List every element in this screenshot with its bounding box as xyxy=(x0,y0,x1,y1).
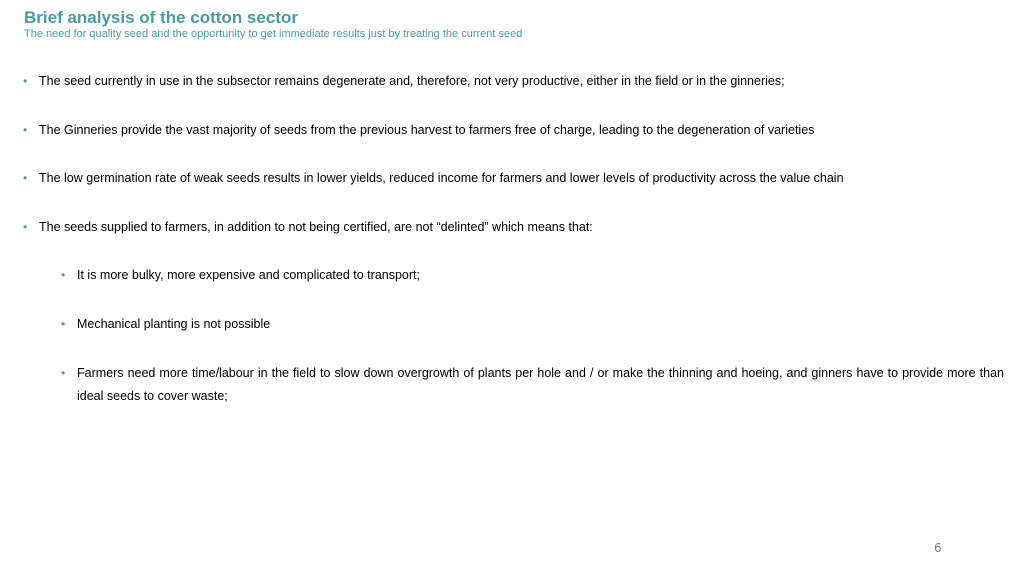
slide-title: Brief analysis of the cotton sector xyxy=(24,8,298,27)
page-number: 6 xyxy=(934,541,942,555)
bullet-icon: • xyxy=(61,366,66,380)
bullet-item xyxy=(23,216,999,239)
bullet-icon: • xyxy=(61,268,66,282)
slide-subtitle: The need for quality seed and the opportunity to get immediate results just by treating the current seed xyxy=(24,28,523,40)
bullet-icon: • xyxy=(23,220,28,234)
bullet-text: The seed currently in use in the subsector remains degenerate and, therefore, not very productive, either in the field or in the ginneries; xyxy=(39,74,785,88)
sub-bullet-text: It is more bulky, more expensive and complicated to transport; xyxy=(77,268,420,282)
bullet-text: The Ginneries provide the vast majority of seeds from the previous harvest to farmers free of charge, leading to the degeneration of varieties xyxy=(39,123,815,137)
bullet-text: The low germination rate of weak seeds results in lower yields, reduced income for farmers and lower levels of productivity across the value chain xyxy=(39,171,844,185)
bullet-text: The seeds supplied to farmers, in addition to not being certified, are not “delinted” which means that: xyxy=(39,220,593,234)
bullet-icon: • xyxy=(23,74,28,88)
bullet-item xyxy=(23,70,999,93)
sub-bullet-item xyxy=(61,362,1004,408)
sub-bullet-text: Farmers need more time/labour in the field to slow down overgrowth of plants per hole and / or make the thinning and hoeing, and ginners have to provide more than ideal seeds to cover waste; xyxy=(77,366,1004,403)
bullet-icon: • xyxy=(61,317,66,331)
bullet-icon: • xyxy=(23,123,28,137)
bullet-item xyxy=(23,119,999,142)
bullet-item xyxy=(23,167,999,190)
bullet-icon: • xyxy=(23,171,28,185)
sub-bullet-item xyxy=(61,264,1004,287)
sub-bullet-item xyxy=(61,313,1004,336)
sub-bullet-text: Mechanical planting is not possible xyxy=(77,317,271,331)
